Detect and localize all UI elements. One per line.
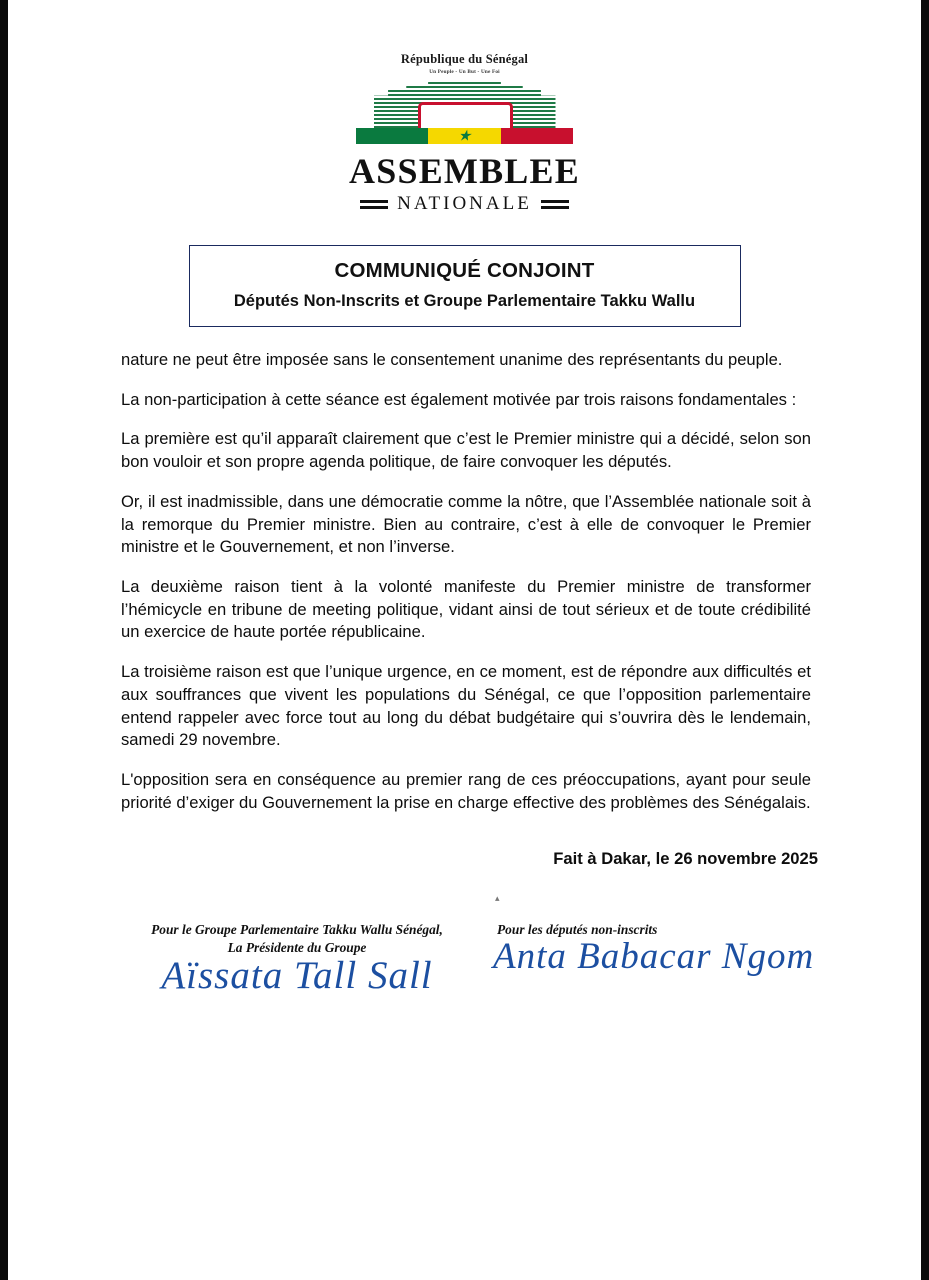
signature-block-non-inscrits — [493, 921, 827, 978]
institution-subtitle-row — [8, 193, 921, 215]
document-page — [8, 0, 921, 1280]
page-subtitle: Députés Non-Inscrits et Groupe Parlementaire Takku Wallu — [233, 292, 696, 310]
document-body — [121, 349, 811, 815]
body-paragraph: La première est qu’il apparaît clairement que c’est le Premier ministre qui a décidé, selon son bon vouloir et son propre agenda politique, de faire convoquer les députés. — [121, 429, 811, 472]
handwritten-signature: Aïssata Tall Sall — [161, 953, 433, 997]
assembly-building-emblem — [356, 78, 574, 146]
pen-mark-icon: ▴ — [495, 892, 500, 903]
national-motto: Un Peuple - Un But - Une Foi — [429, 69, 500, 75]
left-dash-icon — [360, 200, 388, 209]
flag-stripe-red — [501, 128, 574, 144]
signature-area — [8, 892, 921, 1041]
signature-block-takku-wallu — [132, 921, 462, 998]
flag-stripe-green — [356, 128, 429, 144]
republic-name: République du Sénégal — [400, 52, 529, 66]
body-paragraph: La deuxième raison tient à la volonté manifeste du Premier ministre de transformer l’hémicycle en tribune de meeting politique, vidant ainsi de tout sérieux et de toute crédibilité un exercice de haute portée républicaine. — [121, 577, 811, 642]
letterhead — [8, 0, 921, 215]
body-paragraph: L'opposition sera en conséquence au premier rang de ces préoccupations, ayant pour seule priorité d’exiger du Gouvernement la prise en charge effective des problèmes des Sénégalais. — [121, 770, 811, 812]
right-dash-icon — [541, 200, 569, 209]
page-title: COMMUNIQUÉ CONJOINT — [334, 259, 595, 282]
place-and-date: Fait à Dakar, le 26 novembre 2025 — [553, 848, 818, 868]
body-paragraph: La non-participation à cette séance est également motivée par trois raisons fondamentales : — [121, 389, 797, 409]
signature-role-line: La Présidente du Groupe — [227, 939, 367, 955]
senegal-flag-bar-icon — [356, 128, 574, 144]
building-entrance-icon — [418, 102, 513, 130]
flag-stripe-yellow — [428, 128, 500, 144]
signature-role-line: Pour le Groupe Parlementaire Takku Wallu Sénégal, — [151, 921, 443, 937]
document-title-box — [189, 245, 741, 327]
institution-title: ASSEMBLEE — [349, 151, 580, 191]
body-paragraph: Or, il est inadmissible, dans une démocratie comme la nôtre, que l’Assemblée nationale soit à la remorque du Premier ministre. Bien au contraire, c’est à elle de convoquer le Premier ministre et le Gouvernement, et non l’inverse. — [121, 491, 811, 557]
signature-role-line: Pour les députés non-inscrits — [497, 921, 658, 937]
handwritten-signature: Anta Babacar Ngom — [493, 935, 815, 977]
body-paragraph: La troisième raison est que l’unique urgence, en ce moment, est de répondre aux difficultés et aux souffrances que vivent les populations du Sénégal, ce que l’opposition parlementaire entend rappeler avec force tout au long du débat budgétaire qui s’ouvrira dès le lendemain, samedi 29 novembre. — [121, 662, 811, 750]
flag-star-icon: ★ — [457, 127, 472, 145]
institution-subtitle: NATIONALE — [397, 193, 532, 214]
body-paragraph: nature ne peut être imposée sans le consentement unanime des représentants du peuple. — [121, 350, 783, 369]
